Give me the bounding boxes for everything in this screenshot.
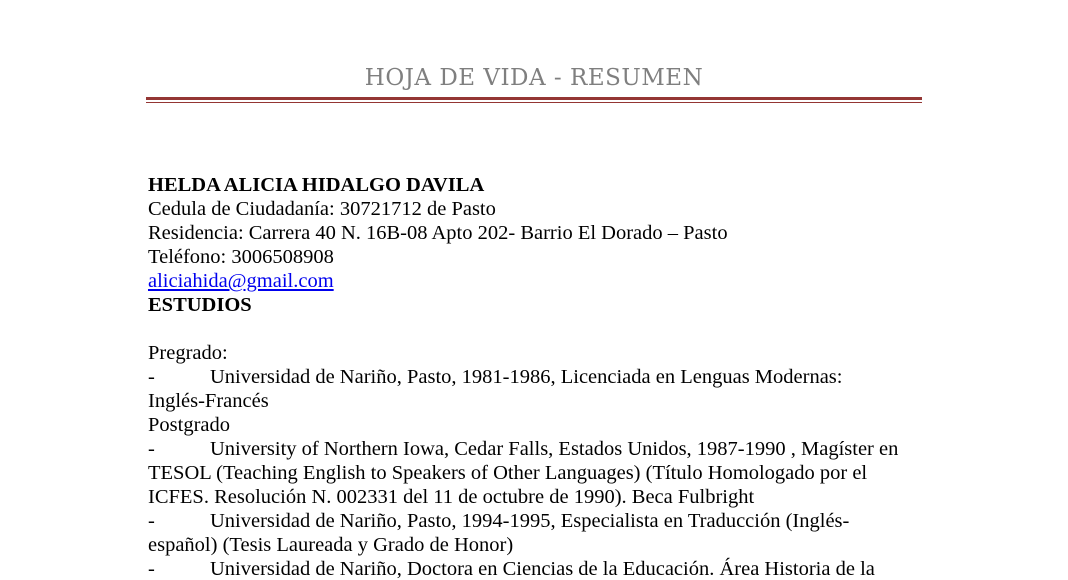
title-rule-thick [146, 97, 922, 100]
list-bullet: - [148, 510, 155, 532]
list-item-text: University of Northern Iowa, Cedar Falls, Estados Unidos, 1987-1990 , Magíster en [210, 438, 899, 460]
title-rule-thin [146, 102, 922, 104]
list-item-continuation: ICFES. Resolución N. 002331 del 11 de octubre de 1990). Beca Fulbright [148, 486, 755, 508]
cedula-line: Cedula de Ciudadanía: 30721712 de Pasto [148, 198, 496, 220]
document-title: HOJA DE VIDA - RESUMEN [364, 65, 704, 91]
list-item [148, 509, 928, 533]
spacer [148, 317, 928, 341]
person-name: HELDA ALICIA HIDALGO DAVILA [148, 174, 485, 196]
email-link[interactable]: aliciahida@gmail.com [148, 270, 334, 292]
document-body [148, 173, 928, 580]
telefono-line: Teléfono: 3006508908 [148, 246, 334, 268]
list-item-continuation: Inglés-Francés [148, 390, 269, 412]
pregrado-label: Pregrado: [148, 342, 228, 364]
section-heading-estudios: ESTUDIOS [148, 294, 252, 316]
list-item-continuation: español) (Tesis Laureada y Grado de Honor) [148, 534, 514, 556]
list-bullet: - [148, 558, 155, 580]
list-bullet: - [148, 438, 155, 460]
list-bullet: - [148, 366, 155, 388]
list-item [148, 437, 928, 461]
residencia-line: Residencia: Carrera 40 N. 16B-08 Apto 202- Barrio El Dorado – Pasto [148, 222, 728, 244]
list-item-text: Universidad de Nariño, Pasto, 1994-1995, Especialista en Traducción (Inglés- [210, 510, 850, 532]
list-item-continuation: TESOL (Teaching English to Speakers of Other Languages) (Título Homologado por el [148, 462, 868, 484]
list-item-text: Universidad de Nariño, Pasto, 1981-1986, Licenciada en Lenguas Modernas: [210, 366, 843, 388]
list-item [148, 557, 928, 580]
list-item-text: Universidad de Nariño, Doctora en Ciencias de la Educación. Área Historia de la [210, 558, 875, 580]
postgrado-label: Postgrado [148, 414, 230, 436]
list-item [148, 365, 928, 389]
